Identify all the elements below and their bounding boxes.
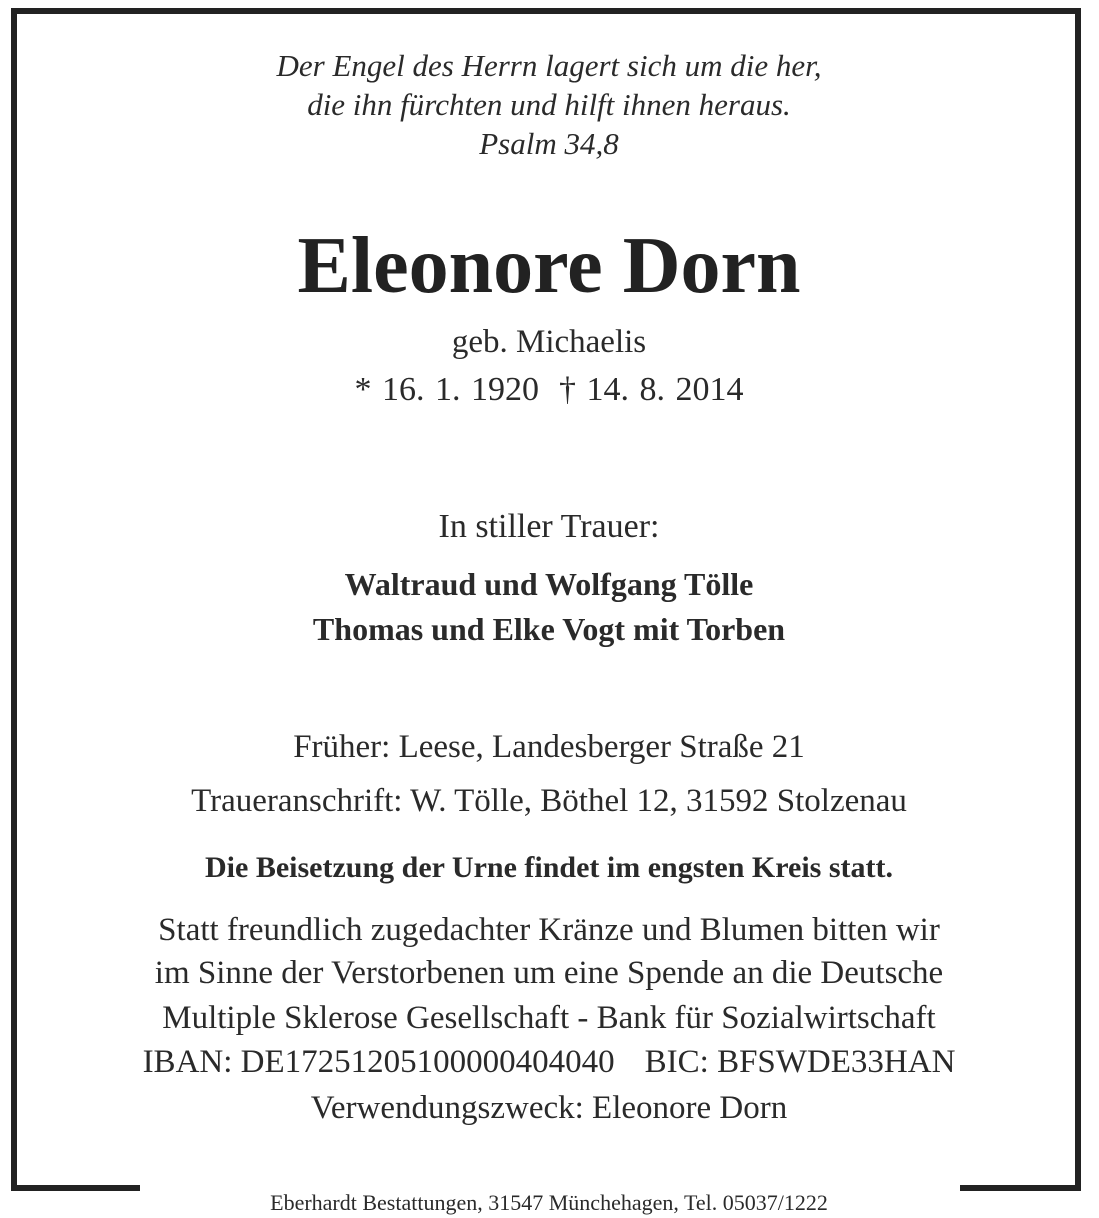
birth-date: * 16. 1. 1920 — [354, 371, 539, 408]
verse-reference: Psalm 34,8 — [479, 126, 619, 161]
former-address: Früher: Leese, Landesberger Straße 21 — [293, 729, 805, 765]
life-dates — [11, 370, 1087, 410]
verse-line-2: die ihn fürchten und hilft ihnen heraus. — [307, 87, 791, 122]
mourners-line-1: Waltraud und Wolfgang Tölle — [344, 566, 754, 602]
mourners-line-2: Thomas und Elke Vogt mit Torben — [312, 611, 786, 647]
mourners-label: In stiller Trauer: — [438, 508, 660, 545]
donation-line-3: Multiple Sklerose Gesellschaft - Bank für Sozialwirtschaft — [162, 1000, 936, 1036]
death-date: † 14. 8. 2014 — [559, 371, 744, 408]
bank-codes — [11, 1042, 1087, 1082]
burial-note: Die Beisetzung der Urne findet im engsten Kreis statt. — [205, 851, 893, 884]
iban: IBAN: DE17251205100000404040 — [142, 1044, 615, 1080]
verse-line-1: Der Engel des Herrn lagert sich um die her, — [276, 48, 822, 83]
donation-line-1: Statt freundlich zugedachter Kränze und Blumen bitten wir — [158, 912, 940, 948]
donation-line-2: im Sinne der Verstorbenen um eine Spende an die Deutsche — [154, 955, 944, 991]
bic: BIC: BFSWDE33HAN — [644, 1044, 956, 1080]
mourning-address: Traueranschrift: W. Tölle, Böthel 12, 31592 Stolzenau — [191, 783, 907, 819]
maiden-name: geb. Michaelis — [451, 324, 647, 360]
deceased-name: Eleonore Dorn — [297, 222, 801, 310]
payment-purpose: Verwendungszweck: Eleonore Dorn — [310, 1090, 788, 1126]
funeral-home-footer: Eberhardt Bestattungen, 31547 Münchehagen, Tel. 05037/1222 — [270, 1190, 828, 1215]
